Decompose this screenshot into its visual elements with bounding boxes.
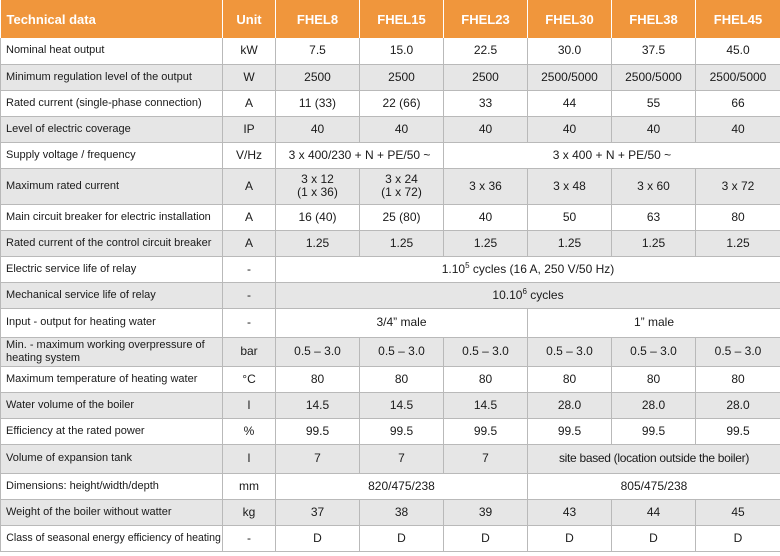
row-label: Volume of expansion tank (1, 444, 223, 473)
row-label: Dimensions: height/width/depth (1, 473, 223, 499)
row-unit: - (223, 308, 276, 337)
header-unit: Unit (223, 0, 276, 38)
table-cell-span (276, 256, 780, 282)
header-fhel23: FHEL23 (444, 0, 528, 38)
table-cell: 50 (528, 204, 612, 230)
table-cell: 40 (276, 116, 360, 142)
row-main-circuit-breaker (1, 204, 780, 230)
table-cell: 45 (696, 499, 780, 525)
table-cell: 63 (612, 204, 696, 230)
row-unit: - (223, 525, 276, 551)
row-label: Water volume of the boiler (1, 392, 223, 418)
table-cell: 3 x 48 (528, 168, 612, 204)
table-cell-span: 1” male (528, 308, 780, 337)
table-cell: 0.5 – 3.0 (528, 337, 612, 366)
row-unit: A (223, 230, 276, 256)
row-rated-current-single-phase (1, 90, 780, 116)
table-cell: 0.5 – 3.0 (696, 337, 780, 366)
table-cell: 22.5 (444, 38, 528, 64)
table-cell: 99.5 (528, 418, 612, 444)
table-cell: 0.5 – 3.0 (444, 337, 528, 366)
table-cell: 16 (40) (276, 204, 360, 230)
row-working-overpressure (1, 337, 780, 366)
table-cell: 55 (612, 90, 696, 116)
table-cell: 33 (444, 90, 528, 116)
table-cell: 14.5 (444, 392, 528, 418)
row-unit: A (223, 90, 276, 116)
table-cell: 0.5 – 3.0 (276, 337, 360, 366)
row-unit: l (223, 444, 276, 473)
table-cell: 80 (696, 204, 780, 230)
row-label: Nominal heat output (1, 38, 223, 64)
table-cell: 37 (276, 499, 360, 525)
table-cell: 2500 (444, 64, 528, 90)
table-cell: 14.5 (276, 392, 360, 418)
row-unit: IP (223, 116, 276, 142)
table-cell: D (612, 525, 696, 551)
table-cell: 44 (528, 90, 612, 116)
table-cell: 7 (276, 444, 360, 473)
row-unit: mm (223, 473, 276, 499)
cell-value-suffix: cycles (526, 287, 564, 302)
row-unit: kg (223, 499, 276, 525)
row-label: Supply voltage / frequency (1, 142, 223, 168)
table-cell: 1.25 (276, 230, 360, 256)
table-cell: D (276, 525, 360, 551)
table-cell: 28.0 (612, 392, 696, 418)
table-cell: 40 (696, 116, 780, 142)
table-cell-span: 3/4” male (276, 308, 528, 337)
table-cell: 28.0 (696, 392, 780, 418)
table-cell: 1.25 (444, 230, 528, 256)
table-cell: 7 (360, 444, 444, 473)
row-maximum-temperature (1, 366, 780, 392)
row-dimensions (1, 473, 780, 499)
table-cell-span: site based (location outside the boiler) (528, 444, 780, 473)
table-cell: 2500/5000 (612, 64, 696, 90)
row-expansion-tank (1, 444, 780, 473)
row-label: Minimum regulation level of the output (1, 64, 223, 90)
table-cell: 28.0 (528, 392, 612, 418)
row-control-circuit-breaker (1, 230, 780, 256)
table-cell: 1.25 (612, 230, 696, 256)
row-label: Mechanical service life of relay (1, 282, 223, 308)
table-cell-span: 3 x 400/230 + N + PE/50 ~ (276, 142, 444, 168)
row-label: Maximum rated current (1, 168, 223, 204)
row-unit: W (223, 64, 276, 90)
table-cell: 99.5 (696, 418, 780, 444)
row-unit: % (223, 418, 276, 444)
table-cell: 3 x 72 (696, 168, 780, 204)
row-label: Weight of the boiler without watter (1, 499, 223, 525)
table-cell (360, 168, 444, 204)
row-label: Electric service life of relay (1, 256, 223, 282)
row-unit: - (223, 282, 276, 308)
row-unit: A (223, 204, 276, 230)
row-maximum-rated-current (1, 168, 780, 204)
row-input-output-heating-water (1, 308, 780, 337)
table-cell: 2500 (276, 64, 360, 90)
table-cell: 40 (444, 116, 528, 142)
table-cell: 7 (444, 444, 528, 473)
row-unit: A (223, 168, 276, 204)
table-cell: 15.0 (360, 38, 444, 64)
row-unit: l (223, 392, 276, 418)
header-row (1, 0, 780, 38)
cell-main: 3 x 12 (301, 172, 334, 186)
row-unit: V/Hz (223, 142, 276, 168)
table-cell: 1.25 (360, 230, 444, 256)
cell-main: 3 x 24 (385, 172, 418, 186)
table-cell: 80 (276, 366, 360, 392)
table-cell: 44 (612, 499, 696, 525)
row-mechanical-service-life-relay (1, 282, 780, 308)
header-fhel45: FHEL45 (696, 0, 780, 38)
table-cell-span (276, 282, 780, 308)
table-cell: 80 (528, 366, 612, 392)
table-cell: 2500/5000 (696, 64, 780, 90)
row-label: Level of electric coverage (1, 116, 223, 142)
table-cell (276, 168, 360, 204)
row-nominal-heat-output (1, 38, 780, 64)
header-fhel30: FHEL30 (528, 0, 612, 38)
table-cell: 40 (360, 116, 444, 142)
table-cell: 99.5 (360, 418, 444, 444)
table-cell: 40 (444, 204, 528, 230)
table-cell: D (696, 525, 780, 551)
cell-sub: (1 x 36) (297, 185, 338, 199)
cell-value-exponent: 6 (522, 286, 527, 296)
table-cell: 3 x 36 (444, 168, 528, 204)
row-weight (1, 499, 780, 525)
table-cell: 38 (360, 499, 444, 525)
header-fhel15: FHEL15 (360, 0, 444, 38)
table-cell: 0.5 – 3.0 (612, 337, 696, 366)
row-minimum-regulation-level (1, 64, 780, 90)
table-cell: 22 (66) (360, 90, 444, 116)
table-cell: 37.5 (612, 38, 696, 64)
table-cell: 66 (696, 90, 780, 116)
row-unit: - (223, 256, 276, 282)
row-unit: kW (223, 38, 276, 64)
row-level-of-electric-coverage (1, 116, 780, 142)
table-cell: 80 (360, 366, 444, 392)
row-label: Efficiency at the rated power (1, 418, 223, 444)
row-efficiency (1, 418, 780, 444)
table-cell: D (528, 525, 612, 551)
table-cell: 99.5 (612, 418, 696, 444)
row-unit: °C (223, 366, 276, 392)
table-cell: 11 (33) (276, 90, 360, 116)
table-cell: 80 (612, 366, 696, 392)
table-cell: 1.25 (528, 230, 612, 256)
row-label: Min. - maximum working overpressure of heating system (1, 337, 223, 366)
cell-value-exponent: 5 (465, 260, 470, 270)
table-cell: 80 (696, 366, 780, 392)
table-cell: 2500 (360, 64, 444, 90)
table-cell: 30.0 (528, 38, 612, 64)
row-label: Rated current of the control circuit breaker (1, 230, 223, 256)
table-cell: 3 x 60 (612, 168, 696, 204)
header-fhel8: FHEL8 (276, 0, 360, 38)
table-cell: 7.5 (276, 38, 360, 64)
table-cell: D (444, 525, 528, 551)
table-cell: D (360, 525, 444, 551)
table-cell: 99.5 (276, 418, 360, 444)
cell-value-suffix: cycles (16 A, 250 V/50 Hz) (469, 261, 615, 276)
table-cell: 39 (444, 499, 528, 525)
table-cell: 25 (80) (360, 204, 444, 230)
table-cell: 14.5 (360, 392, 444, 418)
header-technical-data: Technical data (1, 0, 223, 38)
table-cell-span: 805/475/238 (528, 473, 780, 499)
row-electric-service-life-relay (1, 256, 780, 282)
row-label: Input - output for heating water (1, 308, 223, 337)
table-cell-span: 820/475/238 (276, 473, 528, 499)
row-label: Rated current (single-phase connection) (1, 90, 223, 116)
table-cell: 40 (528, 116, 612, 142)
table-cell: 2500/5000 (528, 64, 612, 90)
table-cell-span: 3 x 400 + N + PE/50 ~ (444, 142, 780, 168)
row-supply-voltage-frequency (1, 142, 780, 168)
table-cell: 1.25 (696, 230, 780, 256)
row-label: Maximum temperature of heating water (1, 366, 223, 392)
table-cell: 0.5 – 3.0 (360, 337, 444, 366)
table-cell: 45.0 (696, 38, 780, 64)
table-cell: 99.5 (444, 418, 528, 444)
row-unit: bar (223, 337, 276, 366)
table-cell: 40 (612, 116, 696, 142)
row-label: Class of seasonal energy efficiency of heating (1, 525, 214, 551)
row-water-volume (1, 392, 780, 418)
cell-sub: (1 x 72) (381, 185, 422, 199)
row-label: Main circuit breaker for electric installation (1, 204, 223, 230)
table-cell: 43 (528, 499, 612, 525)
header-fhel38: FHEL38 (612, 0, 696, 38)
row-seasonal-energy-efficiency (1, 525, 780, 551)
cell-value-base: 1.10 (441, 261, 466, 276)
cell-value-base: 10.10 (492, 287, 523, 302)
table-cell: 80 (444, 366, 528, 392)
